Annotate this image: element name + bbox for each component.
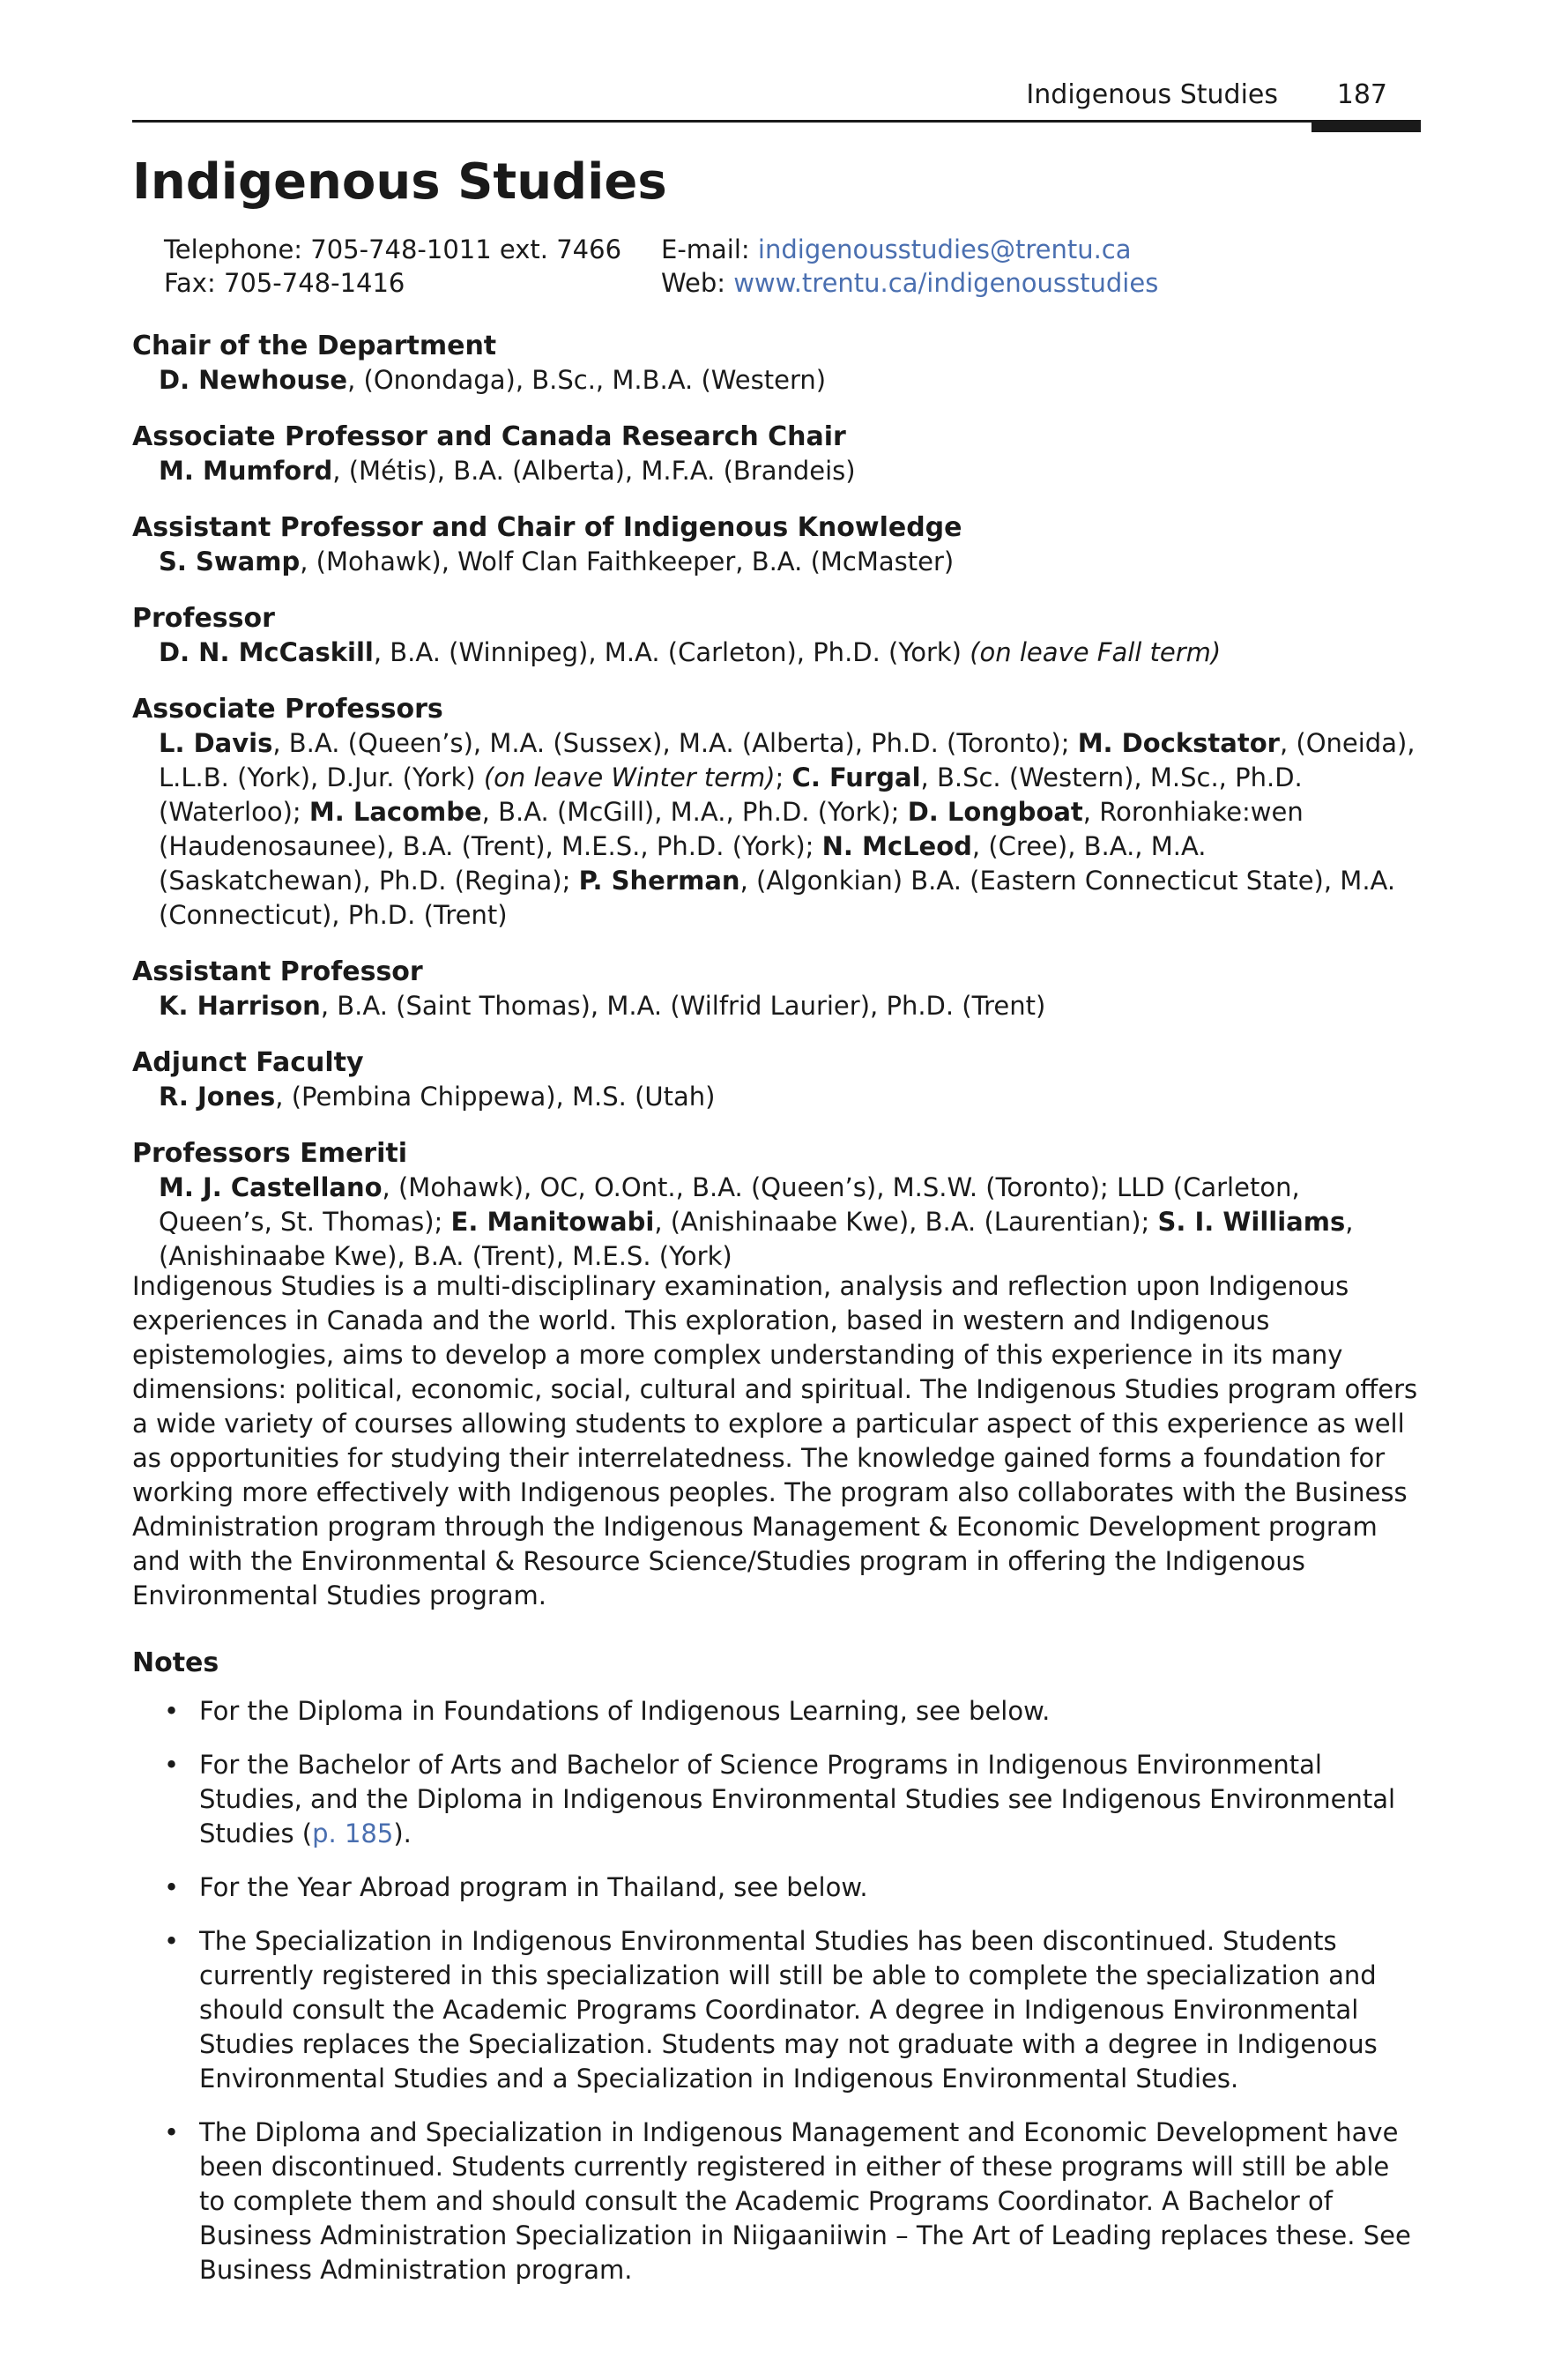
faculty-section-research-chair [132,420,1421,488]
faculty-details: , B.A. (McGill), M.A., Ph.D. (York); [481,797,908,827]
faculty-details: , Roronhiake:wen (Haudenosaunee), B.A. (Trent), M.E.S., Ph.D. (York); [159,797,1304,861]
faculty-name: C. Furgal [791,762,921,792]
header-rule [132,120,1421,123]
running-header [132,78,1421,134]
running-title: Indigenous Studies [1026,79,1278,110]
faculty-list [132,330,1421,1297]
notes-heading: Notes [132,1647,219,1678]
faculty-name: D. Longboat [907,797,1083,827]
faculty-name: S. Swamp [159,547,301,576]
faculty-name: N. McLeod [821,831,972,861]
program-description: Indigenous Studies is a multi-disciplinary examination, analysis and reflection upon Indigenous experiences in Canada and the world. This exploration, based in western and Indigenous epistemologies, aims to develop a more complex understanding of this experience in its many dimensions: political, economic, social, cultural and spiritual. The Indigenous Studies program offers a wide variety of courses allowing students to explore a particular aspect of this experience as well as opportunities for studying their interrelatedness. The knowledge gained forms a foundation for working more effectively with Indigenous peoples. The program also collaborates with the Business Administration program through the Indigenous Management & Economic Development program and with the Environmental & Resource Science/Studies program in offering the Indigenous Environmental Studies program. [132,1271,1418,1610]
faculty-details: , (Mohawk), OC, O.Ont., B.A. (Queen’s), M.S.W. (Toronto); LLD (Carleton, Queen’s, St. Thomas); [159,1172,1300,1237]
note-text: The Diploma and Specialization in Indigenous Management and Economic Development have been discontinued. Students currently registered in either of these programs will still be able to complete them and should consult the Academic Programs Coordinator. A Bachelor of Business Administration Specialization in Niigaaniiwin – The Art of Leading replaces these. See Business Administration program. [199,2117,1411,2285]
faculty-details: , (Oneida), L.L.B. (York), D.Jur. (York) [159,728,1416,792]
note-item [132,1924,1421,2096]
faculty-section-associate-professors [132,693,1421,933]
note-text: The Specialization in Indigenous Environmental Studies has been discontinued. Students currently registered in this specialization will still be able to complete the specialization and should consult the Academic Programs Coordinator. A degree in Indigenous Environmental Studies replaces the Specialization. Students may not graduate with a degree in Indigenous Environmental Studies and a Specialization in Indigenous Environmental Studies. [199,1926,1378,2094]
email-label: E-mail: [661,234,758,264]
section-heading: Assistant Professor [132,956,423,987]
faculty-details: , (Anishinaabe Kwe), B.A. (Trent), M.E.S. (York) [159,1207,1354,1271]
faculty-name: P. Sherman [578,866,740,896]
faculty-details: , B.A. (Queen’s), M.A. (Sussex), M.A. (Alberta), Ph.D. (Toronto); [272,728,1078,758]
faculty-section-chair [132,330,1421,398]
note-item [132,1748,1421,1851]
section-body [132,636,1421,670]
leave-note: (on leave Fall term) [970,637,1222,667]
email-link[interactable]: indigenousstudies@trentu.ca [757,234,1132,264]
faculty-details: , B.Sc. (Western), M.Sc., Ph.D. (Waterloo); [159,762,1303,827]
faculty-details: , (Algonkian) B.A. (Eastern Connecticut State), M.A. (Connecticut), Ph.D. (Trent) [159,866,1396,930]
faculty-details: , (Pembina Chippewa), M.S. (Utah) [275,1082,716,1112]
separator: ; [775,762,792,792]
note-text: For the Year Abroad program in Thailand, see below. [199,1872,868,1902]
faculty-name: S. I. Williams [1157,1207,1346,1237]
section-body [132,1171,1421,1274]
leave-note: (on leave Winter term) [483,762,776,792]
faculty-name: K. Harrison [159,991,321,1021]
contact-web-block [661,233,1158,300]
faculty-section-assistant-professor [132,956,1421,1023]
telephone: Telephone: 705-748-1011 ext. 7466 [164,234,622,264]
section-heading: Chair of the Department [132,331,497,361]
bullet-icon: • [164,2117,180,2147]
faculty-details: , (Mohawk), Wolf Clan Faithkeeper, B.A. (McMaster) [300,547,955,576]
section-body [132,726,1421,933]
note-item [132,1694,1421,1729]
faculty-section-adjunct [132,1046,1421,1114]
section-heading: Associate Professors [132,694,443,725]
bullet-icon: • [164,1872,180,1902]
section-heading: Adjunct Faculty [132,1047,364,1078]
section-heading: Professors Emeriti [132,1138,408,1169]
web-label: Web: [661,268,734,298]
note-text-end: ). [393,1818,412,1848]
bullet-icon: • [164,1926,180,1956]
web-row [661,266,1158,300]
faculty-details: , (Métis), B.A. (Alberta), M.F.A. (Brandeis) [332,456,856,486]
note-text: For the Bachelor of Arts and Bachelor of Science Programs in Indigenous Environmental Studies, and the Diploma in Indigenous Environmental Studies see Indigenous Environmental Studies ( [199,1750,1396,1848]
header-tab-marker [1312,123,1421,132]
bullet-icon: • [164,1696,180,1726]
page-number: 187 [1336,79,1387,110]
section-body [132,1080,1421,1114]
faculty-details: , (Cree), B.A., M.A. (Saskatchewan), Ph.D. (Regina); [159,831,1207,896]
faculty-details: , B.A. (Saint Thomas), M.A. (Wilfrid Laurier), Ph.D. (Trent) [320,991,1046,1021]
faculty-name: R. Jones [159,1082,276,1112]
note-item [132,2116,1421,2287]
faculty-section-emeriti [132,1137,1421,1274]
faculty-name: M. Lacombe [308,797,482,827]
contact-phone-block [164,233,621,300]
faculty-details: , B.A. (Winnipeg), M.A. (Carleton), Ph.D. (York) [373,637,970,667]
faculty-name: M. J. Castellano [159,1172,383,1202]
bullet-icon: • [164,1750,180,1780]
faculty-section-indigenous-knowledge [132,511,1421,579]
faculty-name: L. Davis [159,728,273,758]
page-title: Indigenous Studies [132,153,667,211]
section-body [132,454,1421,488]
section-body [132,545,1421,579]
faculty-section-professor [132,602,1421,670]
faculty-name: D. Newhouse [159,365,348,395]
faculty-details: , (Anishinaabe Kwe), B.A. (Laurentian); [654,1207,1158,1237]
section-body [132,363,1421,398]
section-body [132,989,1421,1023]
faculty-name: D. N. McCaskill [159,637,374,667]
section-heading: Assistant Professor and Chair of Indigenous Knowledge [132,512,962,543]
faculty-name: E. Manitowabi [450,1207,655,1237]
note-text: For the Diploma in Foundations of Indigenous Learning, see below. [199,1696,1051,1726]
web-link[interactable]: www.trentu.ca/indigenousstudies [733,268,1159,298]
faculty-name: M. Mumford [159,456,333,486]
notes-list [132,1694,1421,2307]
note-item [132,1871,1421,1905]
page-reference-link[interactable]: p. 185 [312,1818,394,1848]
email-row [661,233,1158,266]
section-heading: Professor [132,603,275,634]
fax: Fax: 705-748-1416 [164,268,405,298]
section-heading: Associate Professor and Canada Research Chair [132,421,846,452]
faculty-details: , (Onondaga), B.Sc., M.B.A. (Western) [347,365,827,395]
faculty-name: M. Dockstator [1077,728,1280,758]
